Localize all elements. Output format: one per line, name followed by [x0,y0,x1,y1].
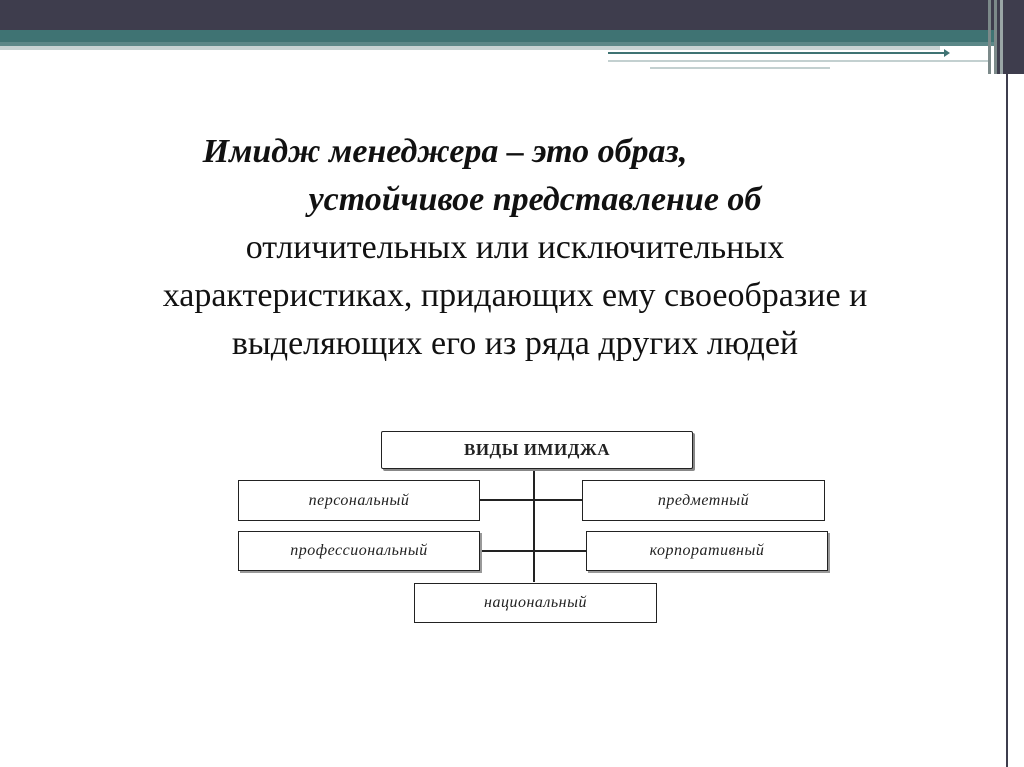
connector-horizontal [480,499,582,501]
header-vertical-stripe [988,0,991,74]
diagram-box-professional: профессиональный [238,531,480,571]
connector-vertical [533,468,535,582]
definition-line: выделяющих его из ряда других людей [231,325,799,362]
header-accent-band [0,30,1024,42]
header-vertical-stripe [994,0,997,74]
header-accent-line [650,67,830,69]
diagram-box-corporate: корпоративный [586,531,828,571]
header-accent-line [608,60,988,62]
header-light-strip [0,46,940,50]
diagram-box-national: национальный [414,583,657,623]
header-bar [0,0,1024,30]
diagram-box-subject: предметный [582,480,825,521]
diagram-root-box: ВИДЫ ИМИДЖА [381,431,693,469]
connector-horizontal [480,550,586,552]
definition-line: характеристиках, придающих ему своеобразие и [162,277,868,314]
definition-line: Имидж менеджера – это образ, [202,133,688,170]
header-arrow-icon [944,49,950,57]
slide-frame-right [1006,74,1008,767]
definition-line: отличительных или исключительных [245,229,785,266]
definition-line: устойчивое представление об [308,181,762,218]
diagram-box-personal: персональный [238,480,480,521]
header-accent-line [608,52,948,54]
definition-text [40,128,990,368]
header-vertical-stripe [1000,0,1003,74]
